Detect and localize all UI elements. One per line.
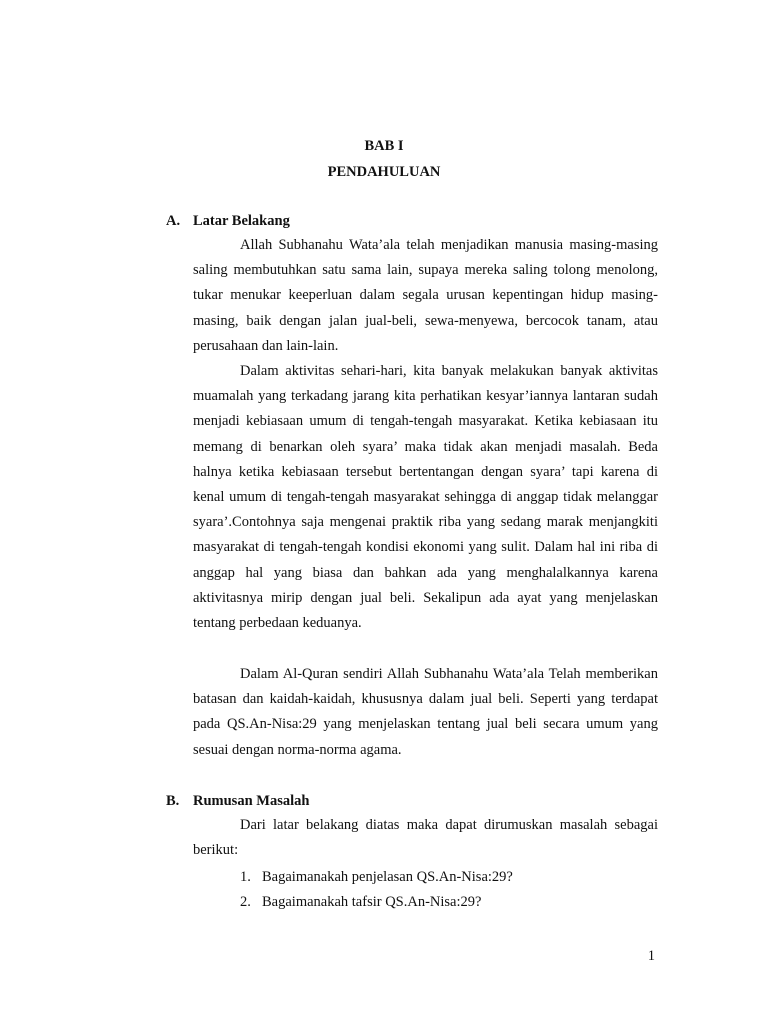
list-item — [240, 892, 481, 912]
page-number: 1 — [647, 948, 655, 964]
section-a-letter: A. — [166, 213, 181, 229]
section-a-heading — [166, 211, 290, 231]
paragraph-b1: Dari latar belakang diatas maka dapat dirumuskan masalah sebagai berikut: — [193, 817, 658, 859]
paragraph-a2: Dalam aktivitas sehari-hari, kita banyak melakukan banyak aktivitas muamalah yang terkadang jarang kita perhatikan kesyar’iannya lantaran sudah menjadi kebiasaan umum di tengah-tengah masyarakat. Ketika kebiasaan itu memang di benarkan oleh syara’ maka tidak akan menjadi masalah. Beda halnya ketika kebiasaan tersebut bertentangan dengan syara’ tapi karena di kenal umum di tengah-tengah masyarakat sehingga di anggap tidak melanggar syara’.Contohnya saja mengenai praktik riba yang sedang marak menjangkiti masyarakat di tengah-tengah kondisi ekonomi yang sulit. Dalam hal ini riba di anggap hal yang biasa dan bahkan ada yang menghalalkannya karena aktivitasnya mirip dengan jual beli. Sekalipun ada ayat yang menjelaskan tentang perbedaan keduanya. — [193, 363, 658, 632]
section-b-heading — [166, 791, 309, 811]
list-item — [240, 867, 513, 887]
list-item-text: Bagaimanakah penjelasan QS.An-Nisa:29? — [262, 869, 513, 885]
list-item-text: Bagaimanakah tafsir QS.An-Nisa:29? — [262, 894, 482, 910]
paragraph-a3: Dalam Al-Quran sendiri Allah Subhanahu Wata’ala Telah memberikan batasan dan kaidah-kaidah, khususnya dalam jual beli. Seperti yang terdapat pada QS.An-Nisa:29 yang menjelaskan tentang jual beli secara umum yang sesuai dengan norma-norma agama. — [193, 666, 658, 758]
section-a-title: Latar Belakang — [193, 213, 290, 229]
list-item-number: 1. — [240, 869, 251, 885]
chapter-number: BAB I — [364, 138, 404, 154]
section-b-title: Rumusan Masalah — [193, 793, 310, 809]
chapter-title: PENDAHULUAN — [327, 164, 441, 180]
paragraph-a1: Allah Subhanahu Wata’ala telah menjadikan manusia masing-masing saling membutuhkan satu sama lain, supaya mereka saling tolong menolong, tukar menukar keeperluan dalam segala urusan kepentingan hidup masing-masing, baik dengan jalan jual-beli, sewa-menyewa, bercocok tanam, atau perusahaan dan lain-lain. — [193, 237, 658, 354]
list-item-number: 2. — [240, 894, 251, 910]
section-b-letter: B. — [166, 793, 180, 809]
